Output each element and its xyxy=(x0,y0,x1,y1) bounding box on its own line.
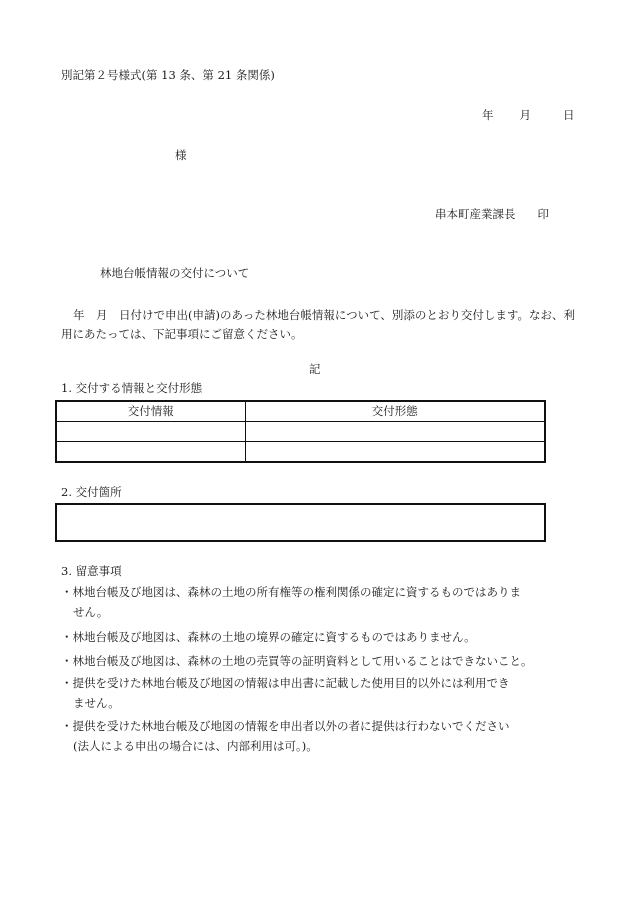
section-3-heading: 3. 留意事項 xyxy=(61,564,122,578)
note-continuation: ません。 xyxy=(73,696,120,710)
date-line xyxy=(482,110,575,122)
addressee-suffix: 様 xyxy=(175,148,187,162)
note-text: ・林地台帳及び地図は、森林の土地の所有権等の権利関係の確定に資するものではありま xyxy=(61,585,521,599)
column-header-info: 交付情報 xyxy=(56,401,245,422)
section-2-heading: 2. 交付箇所 xyxy=(61,485,122,499)
section-1-heading: 1. 交付する情報と交付形態 xyxy=(61,381,203,395)
note-item xyxy=(61,716,591,756)
note-text: ・提供を受けた林地台帳及び地図の情報は申出書に記載した使用目的以外には利用でき xyxy=(61,676,510,690)
note-continuation: (法人による申出の場合には、内部利用は可。)。 xyxy=(73,739,318,753)
date-day: 日 xyxy=(563,108,575,122)
note-item xyxy=(61,582,591,622)
table-cell xyxy=(245,422,545,442)
sender-line xyxy=(435,209,549,221)
note-item xyxy=(61,627,591,647)
note-text: ・林地台帳及び地図は、森林の土地の境界の確定に資するものではありません。 xyxy=(61,630,476,644)
table-row xyxy=(56,442,545,463)
note-text: ・提供を受けた林地台帳及び地図の情報を申出者以外の者に提供は行わないでください xyxy=(61,719,510,733)
ki-heading: 記 xyxy=(309,362,321,376)
table-cell xyxy=(56,422,245,442)
sender-name: 串本町産業課長 xyxy=(435,207,516,221)
note-item xyxy=(61,673,591,713)
info-table xyxy=(55,400,546,463)
form-number-label: 別記第２号様式(第 13 条、第 21 条関係) xyxy=(61,68,275,82)
delivery-location-box xyxy=(55,503,546,542)
note-text: ・林地台帳及び地図は、森林の土地の売買等の証明資料として用いることはできないこと。 xyxy=(61,654,533,668)
date-month: 月 xyxy=(519,108,531,122)
seal-mark: 印 xyxy=(537,207,549,221)
column-header-format: 交付形態 xyxy=(245,401,545,422)
document-subject: 林地台帳情報の交付について xyxy=(100,266,250,280)
body-paragraph: 年 月 日付けで申出(申請)のあった林地台帳情報について、別添のとおり交付します。なお、利用にあたっては、下記事項にご留意ください。 xyxy=(61,308,575,341)
note-continuation: せん。 xyxy=(73,605,109,619)
date-year: 年 xyxy=(482,108,494,122)
table-header-row xyxy=(56,401,545,422)
note-item xyxy=(61,651,591,671)
table-cell xyxy=(245,442,545,463)
table-cell xyxy=(56,442,245,463)
table-row xyxy=(56,422,545,442)
